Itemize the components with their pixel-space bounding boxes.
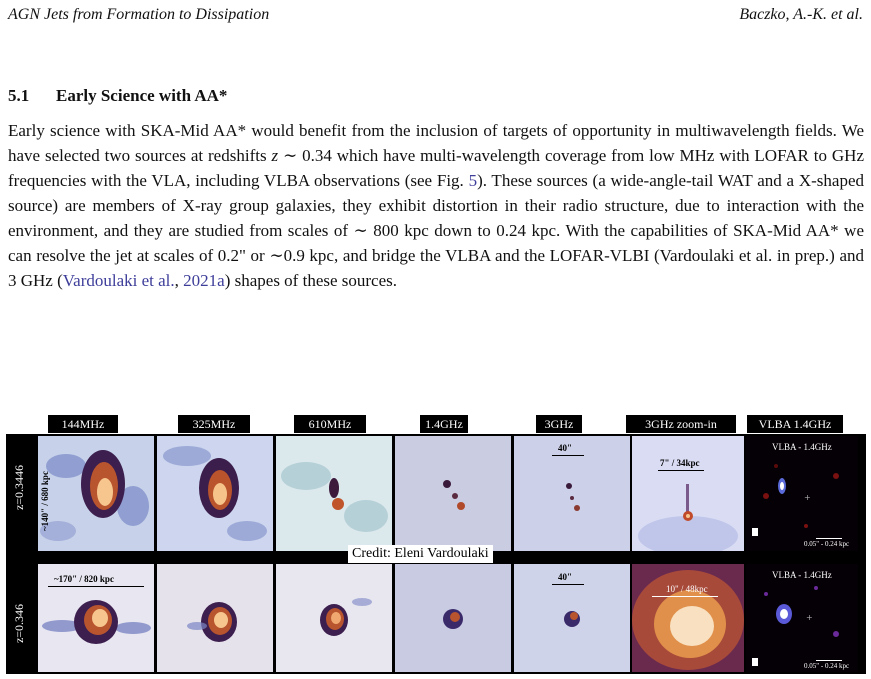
radio-map: [746, 564, 858, 672]
paragraph-text: ). These sources (a wide-angle-tail WAT and a X-shaped source) are members of X-ray group galaxies, they exhibit distortion in their radio structure, due to interaction with the environment, and they are studied from scales of ∼ 800 kpc down to 0.24 kpc. With the capabilities of SKA-Mid AA* we can resolve the jet at scales of 0.2" or ∼0.9 kpc, and bridge the VLBA and the LOFAR-VLBI (Vardoulaki et al. in prep.) and 3 GHz (: [8, 171, 865, 290]
image-144mhz-row2: [38, 564, 154, 672]
radio-map: [514, 564, 630, 672]
paragraph-text: ) shapes of these sources.: [224, 271, 398, 290]
paragraph-text: ∼ 0.34 which have multi-wavelength coverage from low MHz with LOFAR to GHz frequencies with the VLA, including VLBA observations (see Fig.: [8, 146, 864, 190]
column-header-3ghz-zoom: 3GHz zoom-in: [626, 415, 736, 433]
image-144mhz-row1: [38, 436, 154, 551]
scale-bar: [48, 586, 144, 587]
column-header-3ghz: 3GHz: [536, 415, 582, 433]
paragraph-text: ,: [174, 271, 184, 290]
vlba-scale-label: 0.05" - 0.24 kpc: [804, 662, 850, 670]
image-610mhz-row2: [276, 564, 392, 672]
radio-map: [632, 436, 744, 551]
image-3ghz-row2: [514, 564, 630, 672]
section-title: Early Science with AA*: [56, 86, 228, 105]
figure-link[interactable]: 5: [468, 171, 478, 190]
paragraph-text: Early science with SKA-Mid AA* would benefit from the inclusion of targets of opportunity in multiwavelength fields. We have selected two sources at redshifts: [8, 121, 864, 165]
vlba-scale-label: 0.05" - 0.24 kpc: [804, 540, 850, 548]
vlba-label: VLBA - 1.4GHz: [772, 570, 832, 580]
radio-map: [395, 436, 511, 551]
svg-text:+: +: [806, 613, 813, 622]
scale-label: ~140" / 680 kpc: [40, 471, 50, 531]
citation-link-year[interactable]: 2021a: [183, 271, 225, 290]
scale-bar: [552, 584, 584, 585]
scale-label: 40": [558, 443, 572, 453]
scale-bar: [658, 470, 704, 471]
image-3ghz-zoom-row1: [632, 436, 744, 551]
image-3ghz-zoom-row2: [632, 564, 744, 672]
image-325mhz-row2: [157, 564, 273, 672]
scale-label: 7" / 34kpc: [660, 458, 700, 468]
vlba-label: VLBA - 1.4GHz: [772, 442, 832, 452]
running-authors: Baczko, A.-K. et al.: [739, 6, 863, 23]
column-header-vlba: VLBA 1.4GHz: [747, 415, 843, 433]
page-header: [8, 6, 863, 28]
body-paragraph: [8, 118, 864, 293]
radio-map: [514, 436, 630, 551]
citation-link-author[interactable]: Vardoulaki et al.: [62, 271, 175, 290]
section-heading: [8, 86, 227, 106]
row-redshift-label: z=0.3446: [6, 448, 34, 526]
redshift-symbol: z: [271, 146, 279, 165]
scale-label: ~170" / 820 kpc: [54, 574, 114, 584]
radio-map: [632, 564, 744, 672]
image-325mhz-row1: [157, 436, 273, 551]
section-number: 5.1: [8, 86, 30, 105]
radio-map: [38, 436, 154, 551]
radio-map: [276, 436, 392, 551]
image-vlba-row2: [746, 564, 858, 672]
scale-bar: [652, 596, 718, 597]
scale-bar: [816, 660, 842, 661]
radio-image-figure: [6, 412, 866, 674]
svg-text:+: +: [804, 493, 811, 502]
scale-label: 40": [558, 572, 572, 582]
column-header-610mhz: 610MHz: [294, 415, 366, 433]
column-header-144mhz: 144MHz: [48, 415, 118, 433]
image-1-4ghz-row1: [395, 436, 511, 551]
radio-map: [276, 564, 392, 672]
running-title: AGN Jets from Formation to Dissipation: [8, 6, 270, 23]
radio-map: [157, 436, 273, 551]
figure-credit: Credit: Eleni Vardoulaki: [348, 545, 493, 563]
figure-column-headers: [6, 412, 866, 434]
scale-bar: [816, 538, 842, 539]
scale-bar: [552, 455, 584, 456]
scale-label: 10" / 48kpc: [666, 584, 708, 594]
image-vlba-row1: [746, 436, 858, 551]
radio-map: [157, 564, 273, 672]
image-1-4ghz-row2: [395, 564, 511, 672]
row-redshift-label: z=0.346: [6, 576, 34, 670]
column-header-1-4ghz: 1.4GHz: [420, 415, 468, 433]
radio-map: [746, 436, 858, 551]
column-header-325mhz: 325MHz: [178, 415, 250, 433]
radio-map: [395, 564, 511, 672]
image-3ghz-row1: [514, 436, 630, 551]
image-610mhz-row1: [276, 436, 392, 551]
